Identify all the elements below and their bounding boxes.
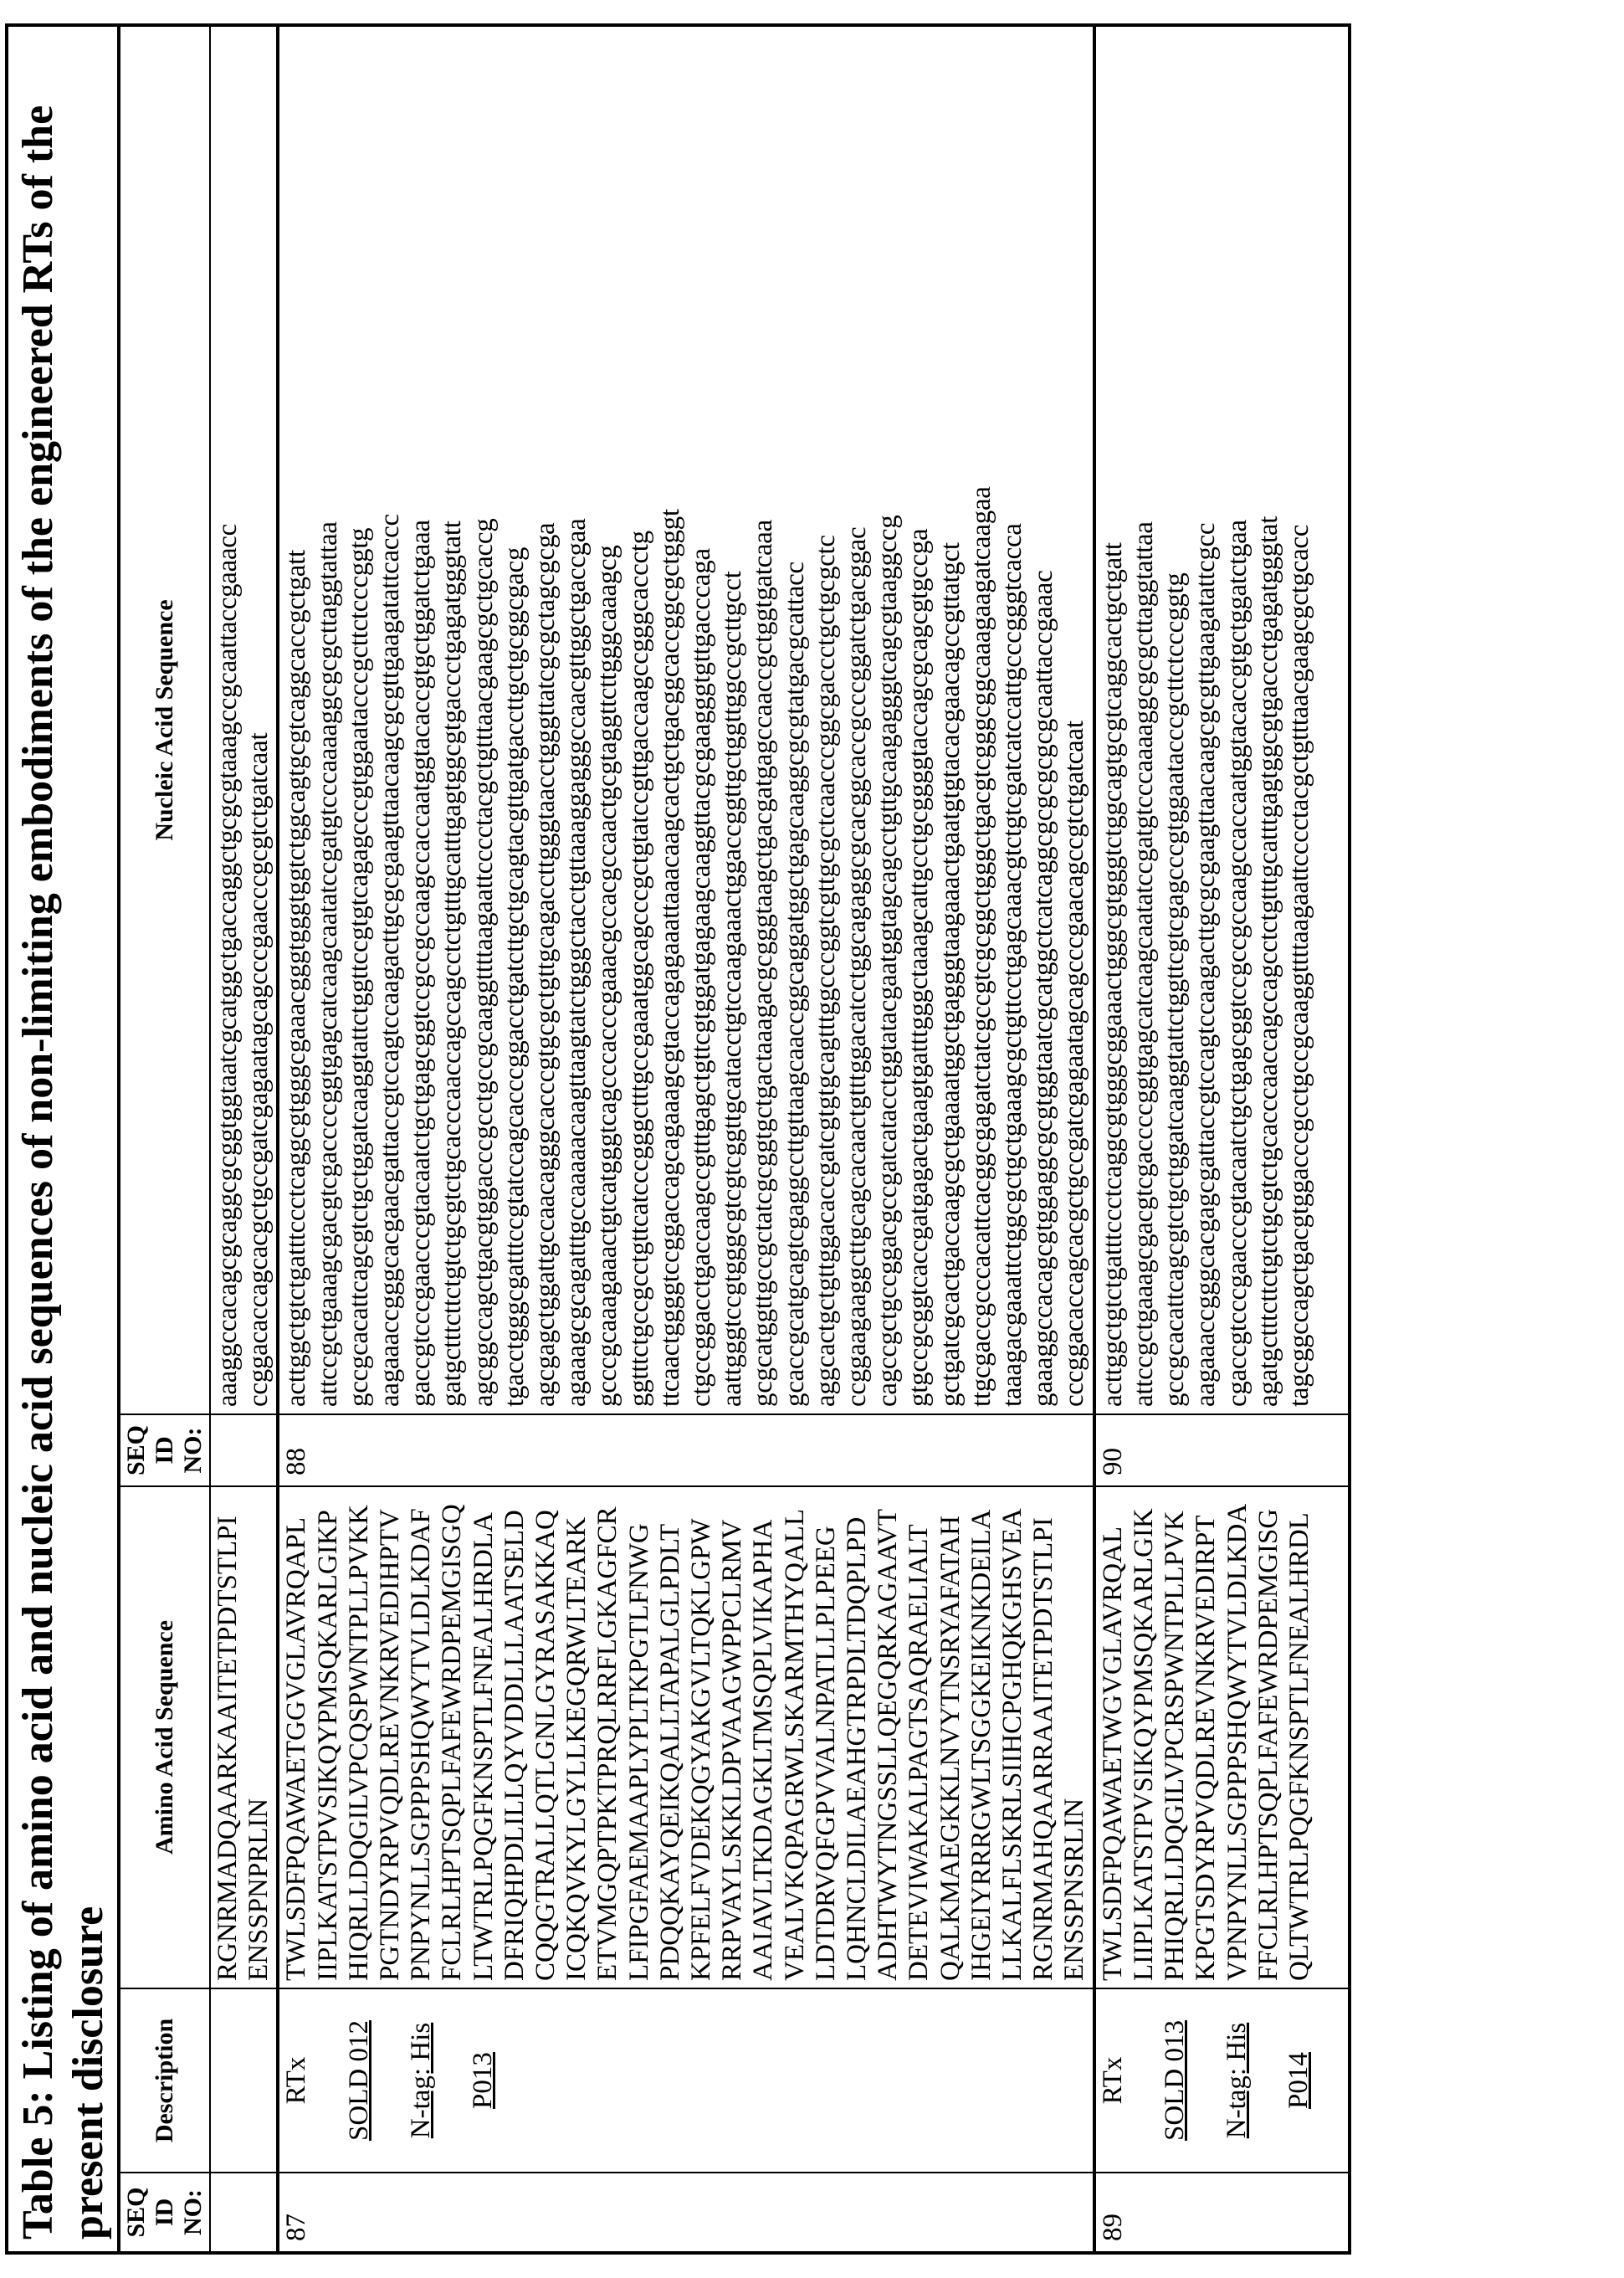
amino-acid-line: LIIPLKATSTPVSIKQYPMSQKARLGIK <box>1128 1508 1159 1981</box>
amino-acid-line: PDQQKAYQEIKQALLTAPALGLPDLT <box>654 1523 685 1981</box>
nucleic-acid-line: cgaccgtcccgaacccgtacaatctgctgagcggtccgccgccaagccaccaatggtacaccgtgctggatctgaa <box>1222 520 1253 1407</box>
description-cell <box>1094 1988 1350 2173</box>
nucleic-acid-cell <box>210 25 278 1414</box>
nucleic-acid-line: agcggccagctgacgtggacccgcctgccgcaaggttttaagaattcccctacgctgtttaacgaagcgctgcaccg <box>468 518 499 1407</box>
header-amino-acid: Amino Acid Sequence <box>119 1486 210 1988</box>
description-line: N-tag: His <box>1222 2022 1253 2139</box>
amino-acid-line: CQQGTRALLQTLGNLGYRASAKKAQ <box>530 1510 561 1981</box>
amino-acid-line: DETEVIWAKALPAGTSAQRAELIALT <box>904 1524 935 1981</box>
amino-acid-line: HIQRLLDQGILVPCQSPWNTPLLPVKK <box>343 1505 374 1981</box>
nucleic-acid-line: ttgcgaccgcccacattcacggcgagatctatcgccgtcgcggctgggctgacgtcgggcggcaaagaagatcaagaa <box>966 486 996 1407</box>
aa-seq-id-cell <box>210 2173 278 2253</box>
nucleic-acid-line: ctgccggacctgaccaagccgtttgagctgttcgtggatgagaagcaaggttacgcgaagggtgttgacccaga <box>686 548 717 1407</box>
nucleic-acid-line: gccgcacattcagcgtctgctggatcaaggtattctggttcgtcgagcccgtggaatacccgcttctcccggtg <box>1160 572 1191 1407</box>
header-na-seq-id: SEQ ID NO: <box>119 1414 210 1486</box>
amino-acid-line: ETVMGQPTPKTPRQLRRFLGKAGFCR <box>592 1506 623 1981</box>
amino-acid-line: PHIQRLLDQGILVPCRSPWNTPLLPVK <box>1160 1511 1191 1981</box>
amino-acid-line: ICQKQVKYLGYLLKEGQRWLTEARK <box>561 1516 592 1981</box>
amino-acid-line: QLTWTRLPQGFKNSPTLFNEALHRDL <box>1283 1512 1314 1981</box>
nucleic-acid-line: aagaaaccgggcacgagcgattaccgtccagtccaagacttgcgcgaagttaacaagcgcgttgaagatattcgcc <box>1191 522 1222 1407</box>
amino-acid-line: TWLSDFPQAWAETGGVGLAVRQAPL <box>281 1516 312 1981</box>
description-line: P013 <box>468 2052 499 2109</box>
amino-acid-line: FCLRLHPTSQPLFAFEWRDPEMGISGQ <box>437 1504 468 1981</box>
amino-acid-line: PGTNDYRPVQDLREVNKRVEDIHPTV <box>375 1509 406 1981</box>
sequence-table <box>117 23 1351 2255</box>
description-line: RTx <box>281 2056 312 2105</box>
nucleic-acid-line: aggcactgctgttggacaccgatcgtgtgcagtttggcccggtcgttgcgctcaacccggcgaccctgctgcgctc <box>810 535 841 1407</box>
nucleic-acid-line: aagaaaccgggcacgaacgattaccgtccagtccaagacttgcgcgaagttaacaagcgcgttgaagatattcaccc <box>375 514 406 1407</box>
na-seq-id-cell: 88 <box>278 1414 1094 1486</box>
nucleic-acid-line: attccgctgaaagcgacgtcgaccccggtgagcatcaagcaatatccgatgtcccaaaaggcgcgcttaggtattaa <box>1128 521 1159 1407</box>
description-line: SOLD 013 <box>1159 2020 1190 2141</box>
description-line: N-tag: His <box>405 2022 436 2139</box>
nucleic-acid-line: ccggaagaaggcttgcagcacaactgtttggacatcctggcagaggcgcacggcaccgcccggatctgacggac <box>842 526 873 1407</box>
amino-acid-line: TWLSDFPQAWAETWGVGLAVRQAL <box>1097 1526 1128 1981</box>
table-body <box>210 25 1350 2253</box>
amino-acid-line: LQHNCLDILAEAHGTRPDLTDQPLPD <box>842 1516 873 1981</box>
amino-acid-line: LTWTRLPQGFKNSPTLFNEALHRDLA <box>468 1512 499 1981</box>
nucleic-acid-line: gtgccgcggtcaccgatgagactgaagtgatttgggctaaagcattgcctgcggggtaccagcgcagcgtgccga <box>904 528 935 1407</box>
nucleic-acid-line: gcccgcaaagaaactgtcatgggtcagcccacccgaaacgccacgccaactgcgtaggttcttgggcaaagcg <box>592 545 623 1407</box>
nucleic-acid-line: ttcaactggggtccggaccagcagaaagcgtaccagagaaattaaacaagcactgctgacggcaccggcgctgggt <box>654 509 685 1407</box>
amino-acid-cell <box>1094 1486 1350 1988</box>
amino-acid-line: ENSSPNPRLIN <box>243 1798 274 1981</box>
na-seq-id-cell <box>210 1414 278 1486</box>
amino-acid-line: LLKALFLSKRLSIIHCPGHQKGHSVEA <box>997 1508 1028 1981</box>
nucleic-acid-line: agcgagctggattgccaacagggcacccgtgcgctgttgcagaccttgggtaacctgggttatcgcgctagcgcga <box>530 522 561 1407</box>
amino-acid-line: ADHTWYTNGSSLLQEGQRKAGAAVT <box>873 1508 904 1981</box>
nucleic-acid-line: attccgctgaaagcgacgtcgaccccggtgagcatcaagcaatatccgatgtcccaaaaggcgcgcttaggtattaa <box>312 521 343 1407</box>
nucleic-acid-line: gcaccgcatgcagtcgaggccttgttaagcaaccggcaggatggctgagcaaggcgcgtatgacgcattacc <box>779 562 810 1407</box>
amino-acid-line: RGNRMADQAARKAAITETPDTSTLPI <box>213 1516 243 1981</box>
nucleic-acid-line: agatgctttcttctgtctgcgtctgcacccaaccagccagcctctgtttgcatttgagtggcgtgaccctgagatgggtat <box>1253 516 1283 1407</box>
amino-acid-line: IIPLKATSTPVSIKQYPMSQKARLGIKP <box>312 1510 343 1981</box>
table-title: Table 5: Listing of amino acid and nucleic acid sequences of non-limiting embodiments of the engineered RTs of the present disclosure <box>5 23 117 2255</box>
amino-acid-line: QALKMAEGKKLNVYTNSRYAFATAH <box>935 1516 966 1981</box>
nucleic-acid-line: gaaaggccacagcgtggaggcgcgtggtaatcgcatggctcatcaggcgcgcgcgcgcaattaccgaaac <box>1028 570 1059 1407</box>
description-cell <box>210 1988 278 2173</box>
nucleic-acid-cell <box>1094 25 1350 1414</box>
nucleic-acid-line: ccggacaccagcacgctgccgatcgagaatagcagcccgaacccgcgtctgatcaat <box>243 732 274 1407</box>
amino-acid-line: PNPYNLLSGPPPSHQWYTVLDLKDAF <box>406 1508 437 1981</box>
amino-acid-cell <box>210 1486 278 1988</box>
amino-acid-line: VEALVKQPAGRWLSKARMTHYQALL <box>779 1508 810 1981</box>
nucleic-acid-line: ggtttctgccgcctgttcatcccgggctttgccgaaatggcagcccgctgtatccgttgaccaagccgggcaccctg <box>623 531 654 1407</box>
nucleic-acid-line: gctgatcgcactgaccaagcgctgaaaatggctgagggtaagaaactgaatgtgtacacgaacagccgttatgct <box>935 542 966 1407</box>
nucleic-acid-line: taaagacgaaattctggcgctgctgaaagcgctgttcctgagcaaacgtctgtcgatcatccattgcccgggtcacca <box>997 523 1028 1407</box>
table-row <box>1094 25 1350 2253</box>
aa-seq-id-cell: 89 <box>1094 2173 1350 2253</box>
amino-acid-line: LDTDRVQFGPVVALNPATLLPLPEEG <box>810 1526 841 1981</box>
nucleic-acid-line: gcgcatggttgccgctatcgcggtgctgactaaagacgcgggtaagctgacgatgagccaaccgctggtgatcaaa <box>748 520 779 1407</box>
header-nucleic-acid: Nucleic Acid Sequence <box>119 25 210 1414</box>
nucleic-acid-line: gccgcacattcagcgtctgctggatcaaggtattctggttccgtgtcagagcccgtggaatacccgcttctcccggtg <box>343 527 374 1407</box>
amino-acid-line: VPNPYNLLSGPPPSHQWYTVLDLKDA <box>1222 1503 1253 1981</box>
nucleic-acid-line: gatgctttcttctgtctgcgtctgcacccaaccagccagcctctgtttgcatttgagtggcgtgaccctgagatgggtatt <box>437 521 468 1407</box>
nucleic-acid-line: acttggctgtctgatttccctcaggcgtgggcgaaacgggtgggtggtctggcagtgcgtcaggcaccgctgatt <box>281 550 312 1407</box>
amino-acid-line: LFIPGFAEMAAPLYPLTKPGTLFNWG <box>623 1523 654 1981</box>
nucleic-acid-line: tagcggccagctgacgtggacccgcctgccgcaaggttttaagaattcccctacgctgtttaacgaagcgctgcacc <box>1283 524 1314 1407</box>
nucleic-acid-line: aaaggccacagcgcaggcgcggtggtaatcgcatggctgaccaggctgcgcgtaaagccgcaattaccgaaacc <box>213 524 243 1407</box>
amino-acid-line: IHGEIYRRRGWLTSGGKEIKNKDEILA <box>966 1509 996 1981</box>
nucleic-acid-cell <box>278 25 1094 1414</box>
nucleic-acid-line: tgacctgggcgatttccgtatccagcacccggacctgatcttgctgcagtacgttgatgaccttgctgcggcgacg <box>499 546 530 1407</box>
nucleic-acid-line: cagccgctgccggacgccgatcatacctggtatacgaatggtagcagcctgttgcaagagggtcagcgtaaggccg <box>873 515 904 1407</box>
amino-acid-line: RGNRMAHQAARRAAITETPDTSTLPI <box>1028 1517 1059 1981</box>
amino-acid-cell <box>278 1486 1094 1988</box>
amino-acid-line: DFRIQHPDLILLQYVDDLLLAATSELD <box>499 1510 530 1981</box>
amino-acid-line: ENSSPNSRLIN <box>1059 1798 1090 1981</box>
description-line: P014 <box>1283 2052 1314 2109</box>
header-aa-seq-id: SEQ ID NO: <box>119 2173 210 2253</box>
table-row <box>278 25 1094 2253</box>
table-row <box>210 25 278 2253</box>
table-header-row <box>119 25 210 2253</box>
description-line: SOLD 012 <box>343 2020 374 2141</box>
amino-acid-line: KPFELFVDEKQGYAKGVLTQKLGPW <box>686 1518 717 1981</box>
amino-acid-line: FFCLRLHPTSQPLFAFEWRDPEMGISG <box>1253 1508 1283 1981</box>
amino-acid-line: RRPVAYLSKKLDPVAAGWPPCLRMV <box>717 1519 748 1981</box>
nucleic-acid-line: acttggctgtctgatttccctcaggcgtgggcggaaactgggcgtgggtctggcagtgcgtcaggcactgctgatt <box>1097 542 1128 1407</box>
description-cell <box>278 1988 1094 2173</box>
nucleic-acid-line: gaccgtcccgaacccgtacaatctgctgagcggtccgccgccaagccaccaatggtacaccgtgctggatctgaaa <box>406 520 437 1407</box>
amino-acid-line: KPGTSDYRPVQDLREVNKRVEDIRPT <box>1191 1515 1222 1981</box>
nucleic-acid-line: aattgggtccgtgggcgtcgtcggttgcatacctgtccaagaaactggaccggttgctggttggccgcttgcct <box>717 571 748 1407</box>
description-line: RTx <box>1097 2056 1128 2105</box>
header-description: Description <box>119 1988 210 2173</box>
amino-acid-line: AAIAVLTKDAGKLTMSQPLVIKAPHA <box>748 1519 779 1981</box>
nucleic-acid-line: agaaagcgcagatttgccaaaaacaagttaagtatctgggctacctgttaaaggagggccaacgttggctgaccgaa <box>561 518 592 1407</box>
nucleic-acid-line: cccggacaccagcacgctgccgatcgagaatagcagcccgaacagccgtctgatcaat <box>1059 721 1090 1407</box>
aa-seq-id-cell: 87 <box>278 2173 1094 2253</box>
na-seq-id-cell: 90 <box>1094 1414 1350 1486</box>
